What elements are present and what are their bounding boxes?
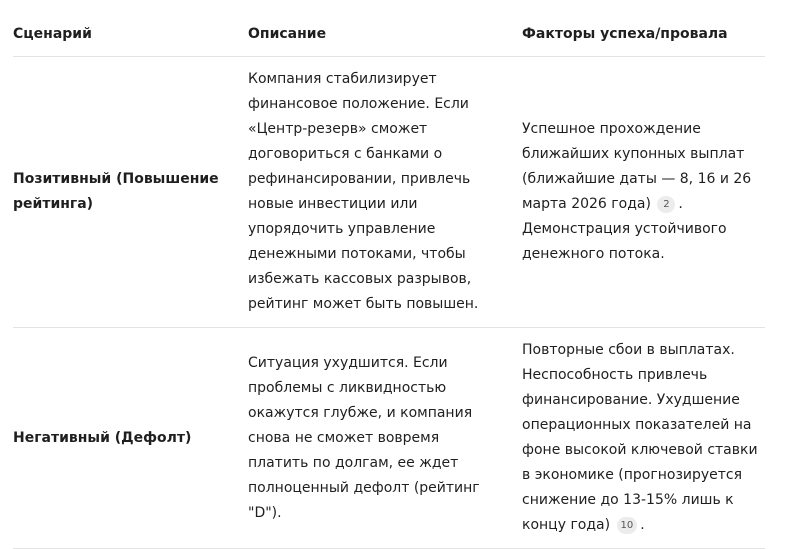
factors-text-before: Успешное прохождение ближайших купонных выплат (ближайшие даты — 8, 16 и 26 марта 2026 года) xyxy=(522,121,752,212)
factors-text-after: . xyxy=(640,517,645,533)
description-text: Ситуация ухудшится. Если проблемы с ликвидностью окажутся глубже, и компания снова не сможет вовремя платить по долгам, ее ждет полноценный дефолт (рейтинг "D"). xyxy=(248,354,480,521)
factors-text-after: . Демонстрация устойчивого денежного потока. xyxy=(522,196,727,262)
citation-badge[interactable]: 2 xyxy=(657,196,675,213)
citation-badge[interactable]: 10 xyxy=(617,517,638,534)
table-header-row xyxy=(13,0,765,57)
factors-cell xyxy=(522,57,765,327)
scenario-text: Позитивный (Повышение рейтинга) xyxy=(13,171,219,212)
factors-cell xyxy=(522,328,765,548)
header-scenario: Сценарий xyxy=(13,26,92,42)
description-cell xyxy=(248,57,493,327)
scenario-text: Негативный (Дефолт) xyxy=(13,429,192,446)
factors-text xyxy=(522,338,765,538)
factors-text xyxy=(522,117,765,267)
scenario-table xyxy=(13,0,765,549)
table-row xyxy=(13,57,765,328)
scenario-cell xyxy=(13,328,223,548)
description-text: Компания стабилизирует финансовое положение. Если «Центр-резерв» сможет договориться с банками о рефинансировании, привлечь новые инвестиции или упорядочить управление денежными потоками, чтобы избежать кассовых разрывов, рейтинг может быть повышен. xyxy=(248,71,479,312)
scenario-cell xyxy=(13,57,223,327)
header-description: Описание xyxy=(248,26,327,42)
header-factors: Факторы успеха/провала xyxy=(522,26,728,42)
table-row xyxy=(13,328,765,549)
factors-text-before: Повторные сбои в выплатах. Неспособность привлечь финансирование. Ухудшение операционных показателей на фоне высокой ключевой ставки в экономике (прогнозируется снижение до 13-15% лишь к концу года) xyxy=(522,342,758,533)
description-cell xyxy=(248,328,493,548)
